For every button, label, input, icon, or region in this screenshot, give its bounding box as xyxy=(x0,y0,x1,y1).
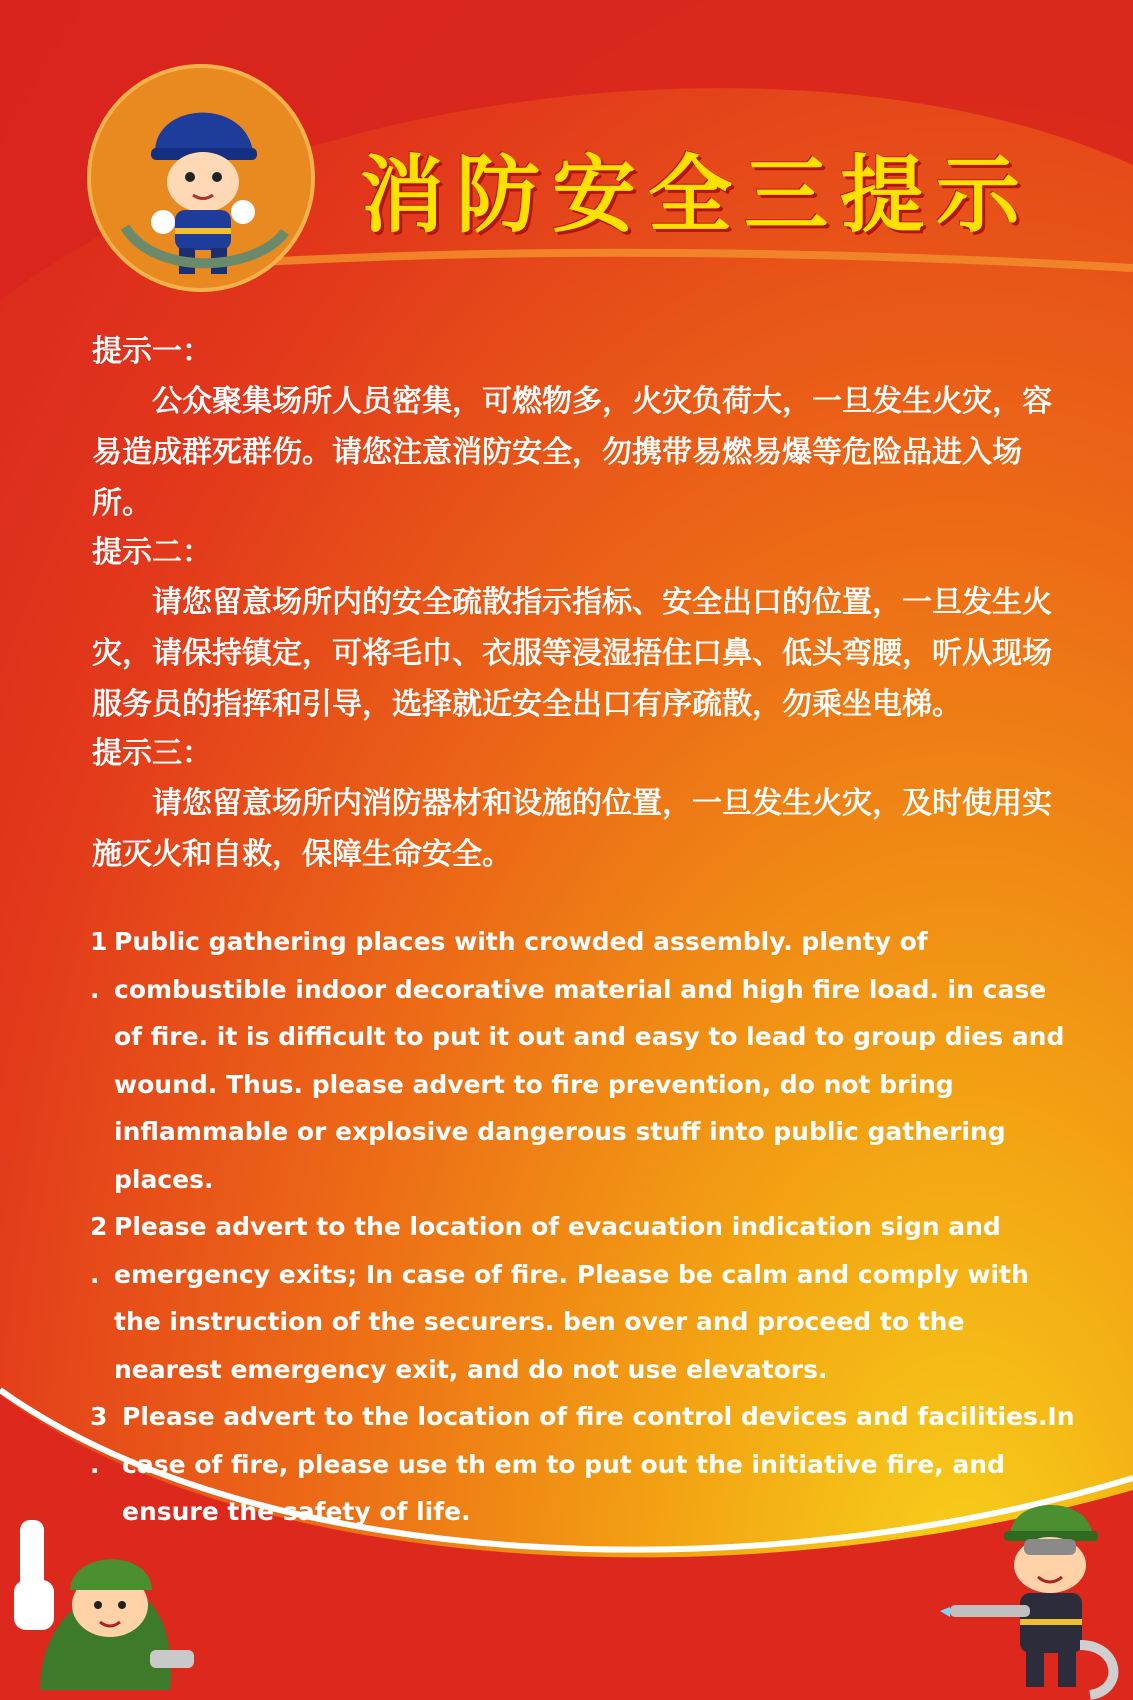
english-tip-number: 3 . xyxy=(90,1402,108,1479)
tip-heading: 提示三： xyxy=(92,736,212,771)
firefighter-thumbs-up-icon xyxy=(0,1480,200,1700)
page-title: 消防安全三提示 xyxy=(360,146,1033,244)
english-tip-text: Public gathering places with crowded assembly. plenty of combustible indoor decorative material and high fire load. in case of fire. it is difficult to put it out and easy to lead to group dies and wound. Thus. please advert to fire prevention, do not bring inflammable or explosive dangerous stuff into public gathering places. xyxy=(114,927,1065,1194)
tip-heading: 提示二： xyxy=(92,535,212,570)
firefighter-mascot-icon xyxy=(85,62,317,294)
english-tip-item xyxy=(90,1203,1075,1393)
tip-body: 请您留意场所内消防器材和设施的位置，一旦发生火灾，及时使用实施灭火和自救，保障生命安全。 xyxy=(92,786,1052,872)
chinese-tips xyxy=(92,328,1067,880)
english-tips xyxy=(90,918,1075,1536)
tip-body: 公众聚集场所人员密集，可燃物多，火灾负荷大，一旦发生火灾，容易造成群死群伤。请您注意消防安全，勿携带易燃易爆等危险品进入场所。 xyxy=(92,384,1052,521)
english-tip-text: Please advert to the location of evacuation indication sign and emergency exits; In case of fire. Please be calm and comply with the instruction of the securers. ben over and proceed to the nearest emergency exit, and do not use elevators. xyxy=(114,1212,1029,1384)
english-tip-text: Please advert to the location of fire control devices and facilities.In case of fire, please use th em to put out the initiative fire, and ensure the safety of life. xyxy=(122,1402,1075,1526)
tip-body: 请您留意场所内的安全疏散指示指标、安全出口的位置，一旦发生火灾，请保持镇定，可将毛巾、衣服等浸湿捂住口鼻、低头弯腰，听从现场服务员的指挥和引导，选择就近安全出口有序疏散，勿乘坐电梯。 xyxy=(92,585,1052,722)
english-tip-item xyxy=(90,1393,1075,1536)
tip-heading: 提示一： xyxy=(92,334,212,369)
english-tip-number: 1 . xyxy=(90,927,108,1004)
firefighter-hose-icon xyxy=(940,1495,1130,1700)
english-tip-item xyxy=(90,918,1075,1203)
english-tip-number: 2 . xyxy=(90,1212,108,1289)
